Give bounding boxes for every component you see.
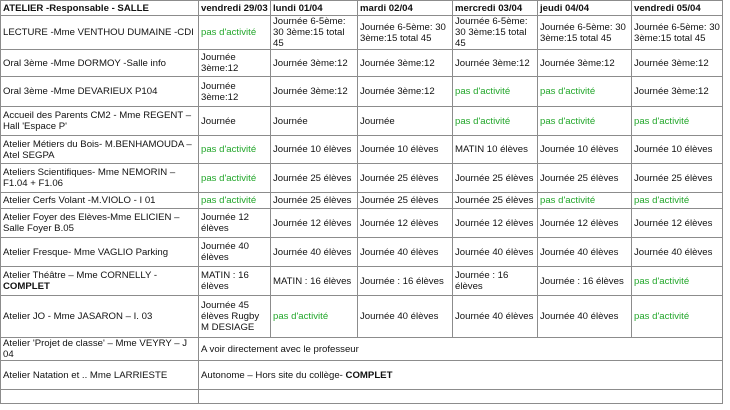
activity-cell: pas d'activité (199, 136, 271, 164)
activity-cell: Journée : 16 élèves (538, 267, 632, 296)
atelier-name: Oral 3ème -Mme DEVARIEUX P104 (1, 77, 199, 107)
header-day: vendredi 29/03 (199, 1, 271, 16)
atelier-name: Accueil des Parents CM2 - Mme REGENT – Hall 'Espace P' (1, 107, 199, 136)
activity-cell: Journée 40 élèves (632, 238, 723, 267)
header-day: mardi 02/04 (358, 1, 453, 16)
table-row (1, 238, 723, 267)
activity-cell: Journée 40 élèves (453, 296, 538, 338)
activity-cell: Journée 6-5ème: 30 3ème:15 total 45 (632, 16, 723, 50)
header-row (1, 1, 723, 16)
natation-note-text: Autonome – Hors site du collège- (201, 369, 343, 381)
header-day: lundi 01/04 (271, 1, 358, 16)
activity-cell: Journée 25 élèves (453, 164, 538, 193)
activity-cell: Journée 3ème:12 (453, 50, 538, 77)
atelier-name (1, 267, 199, 296)
table-row (1, 209, 723, 238)
atelier-name: Atelier Cerfs Volant -M.VIOLO - I 01 (1, 193, 199, 209)
activity-cell: Journée 3ème:12 (358, 50, 453, 77)
activity-cell: Journée 3ème:12 (271, 50, 358, 77)
activity-cell: pas d'activité (538, 107, 632, 136)
activity-cell: pas d'activité (199, 164, 271, 193)
activity-cell: Journée 25 élèves (632, 164, 723, 193)
header-atelier: ATELIER -Responsable - SALLE (1, 1, 199, 16)
atelier-name-text: Atelier Théâtre – Mme CORNELLY - (3, 270, 158, 281)
activity-cell: pas d'activité (632, 107, 723, 136)
activity-cell: pas d'activité (632, 267, 723, 296)
activity-cell: MATIN : 16 élèves (199, 267, 271, 296)
natation-note (199, 361, 723, 390)
atelier-name: Atelier Foyer des Elèves-Mme ELICIEN – Salle Foyer B.05 (1, 209, 199, 238)
activity-cell: pas d'activité (271, 296, 358, 338)
activity-cell: Journée 12 élèves (632, 209, 723, 238)
atelier-name: Atelier 'Projet de classe' – Mme VEYRY – J 04 (1, 338, 199, 361)
activity-cell: Journée 3ème:12 (632, 77, 723, 107)
activity-cell: Journée 45 élèves Rugby M DESIAGE (199, 296, 271, 338)
table-row (1, 390, 723, 404)
activity-cell: Journée 25 élèves (271, 164, 358, 193)
activity-cell: pas d'activité (632, 296, 723, 338)
activity-cell: pas d'activité (199, 16, 271, 50)
table-row (1, 296, 723, 338)
activity-cell: Journée 25 élèves (271, 193, 358, 209)
activity-cell: Journée 40 élèves (271, 238, 358, 267)
activity-cell: Journée 10 élèves (358, 136, 453, 164)
table-row (1, 136, 723, 164)
activity-cell: Journée 6-5ème: 30 3ème:15 total 45 (538, 16, 632, 50)
activity-cell: MATIN : 16 élèves (271, 267, 358, 296)
activity-cell: Journée 3ème:12 (199, 50, 271, 77)
activity-cell: Journée 10 élèves (538, 136, 632, 164)
activity-cell: Journée 12 élèves (453, 209, 538, 238)
empty-cell (199, 390, 723, 404)
activity-cell: Journée 12 élèves (271, 209, 358, 238)
activity-cell: MATIN 10 élèves (453, 136, 538, 164)
activity-cell: Journée 6-5ème: 30 3ème:15 total 45 (453, 16, 538, 50)
complet-label: COMPLET (3, 281, 50, 292)
projet-note: A voir directement avec le professeur (199, 338, 723, 361)
table-row (1, 50, 723, 77)
table-row (1, 164, 723, 193)
empty-cell (1, 390, 199, 404)
activity-cell: Journée 40 élèves (453, 238, 538, 267)
activity-cell: Journée 25 élèves (358, 164, 453, 193)
activity-cell: pas d'activité (538, 77, 632, 107)
activity-cell: pas d'activité (453, 77, 538, 107)
activity-cell: Journée (271, 107, 358, 136)
atelier-name: Ateliers Scientifiques- Mme NEMORIN – F1.04 + F1.06 (1, 164, 199, 193)
table-row (1, 77, 723, 107)
table-row (1, 361, 723, 390)
activity-cell: Journée 40 élèves (538, 238, 632, 267)
header-day: vendredi 05/04 (632, 1, 723, 16)
atelier-name: Atelier JO - Mme JASARON – I. 03 (1, 296, 199, 338)
activity-cell: Journée 40 élèves (358, 296, 453, 338)
atelier-name: Atelier Fresque- Mme VAGLIO Parking (1, 238, 199, 267)
atelier-name: LECTURE -Mme VENTHOU DUMAINE -CDI (1, 16, 199, 50)
atelier-name: Atelier Natation et .. Mme LARRIESTE (1, 361, 199, 390)
activity-cell: Journée 25 élèves (453, 193, 538, 209)
activity-cell: Journée : 16 élèves (358, 267, 453, 296)
activity-cell: Journée 12 élèves (538, 209, 632, 238)
activity-cell: Journée 3ème:12 (271, 77, 358, 107)
activity-cell: Journée 3ème:12 (358, 77, 453, 107)
activity-cell: Journée (358, 107, 453, 136)
activity-cell: Journée 12 élèves (358, 209, 453, 238)
table-row (1, 338, 723, 361)
activity-cell: Journée 25 élèves (358, 193, 453, 209)
activity-cell: pas d'activité (538, 193, 632, 209)
activity-cell: Journée 3ème:12 (199, 77, 271, 107)
activity-cell: Journée (199, 107, 271, 136)
complet-label: COMPLET (345, 369, 393, 381)
table-row (1, 193, 723, 209)
table-row (1, 107, 723, 136)
activity-cell: Journée 6-5ème: 30 3ème:15 total 45 (358, 16, 453, 50)
activity-cell: Journée 25 élèves (538, 164, 632, 193)
activity-cell: Journée 3ème:12 (538, 50, 632, 77)
table-row (1, 267, 723, 296)
activity-cell: Journée 40 élèves (199, 238, 271, 267)
activity-cell: Journée 12 élèves (199, 209, 271, 238)
activity-cell: Journée 40 élèves (538, 296, 632, 338)
atelier-name: Atelier Métiers du Bois- M.BENHAMOUDA – Atel SEGPA (1, 136, 199, 164)
activity-cell: pas d'activité (453, 107, 538, 136)
activity-cell: pas d'activité (199, 193, 271, 209)
activity-cell: pas d'activité (632, 193, 723, 209)
activity-cell: Journée 6-5ème: 30 3ème:15 total 45 (271, 16, 358, 50)
activity-cell: Journée : 16 élèves (453, 267, 538, 296)
activity-cell: Journée 10 élèves (271, 136, 358, 164)
atelier-name: Oral 3ème -Mme DORMOY -Salle info (1, 50, 199, 77)
activity-cell: Journée 10 élèves (632, 136, 723, 164)
table-row (1, 16, 723, 50)
header-day: jeudi 04/04 (538, 1, 632, 16)
activity-cell: Journée 3ème:12 (632, 50, 723, 77)
header-day: mercredi 03/04 (453, 1, 538, 16)
activity-cell: Journée 40 élèves (358, 238, 453, 267)
